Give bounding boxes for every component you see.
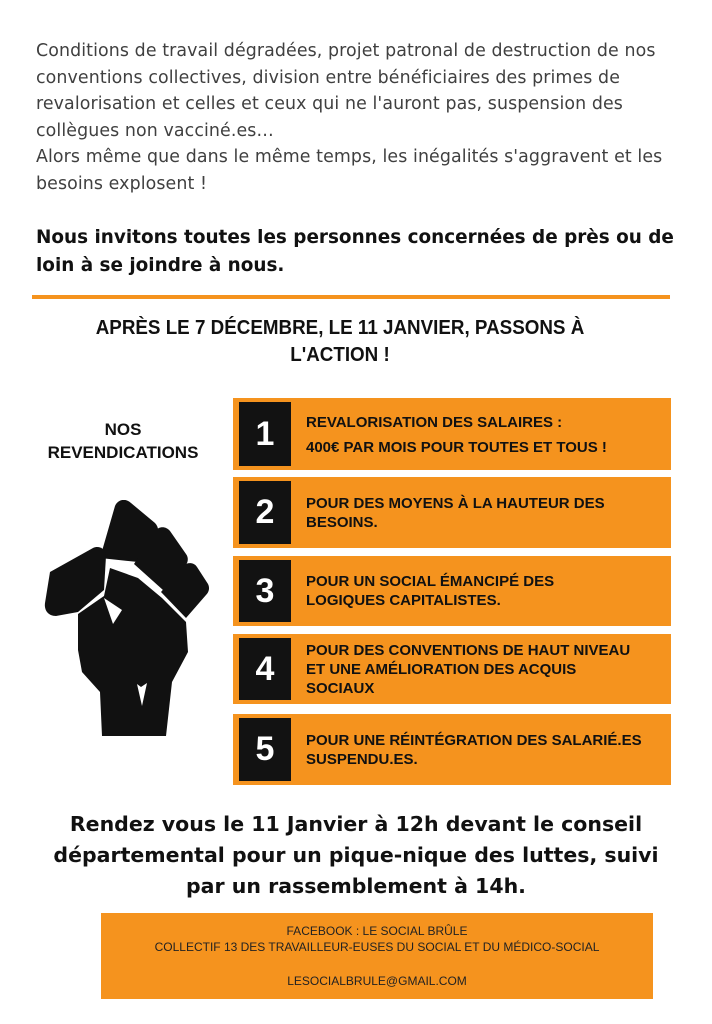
demand-1-line-1: REVALORISATION DES SALAIRES : xyxy=(306,414,563,431)
demand-number-5: 5 xyxy=(239,718,291,781)
demand-number-1: 1 xyxy=(239,402,291,466)
raised-fist-icon xyxy=(38,500,210,736)
orange-divider xyxy=(32,295,670,299)
demand-2-line-2: BESOINS. xyxy=(306,513,378,531)
email-text: LESOCIALBRULE@GMAIL.COM xyxy=(287,974,467,988)
demand-4-line-2: ET UNE AMÉLIORATION DES ACQUIS xyxy=(306,660,577,678)
collective-text: COLLECTIF 13 DES TRAVAILLEUR-EUSES DU SOCIAL ET DU MÉDICO-SOCIAL xyxy=(154,940,600,954)
demand-1-line-2: 400€ PAR MOIS POUR TOUTES ET TOUS ! xyxy=(306,439,607,456)
demands-heading xyxy=(28,418,218,464)
rendezvous-line-3: par un rassemblement à 14h. xyxy=(186,874,526,898)
rendezvous-line-1: Rendez vous le 11 Janvier à 12h devant le conseil xyxy=(69,812,643,836)
demand-3-line-2: LOGIQUES CAPITALISTES. xyxy=(306,592,501,609)
demand-4-line-1: POUR DES CONVENTIONS DE HAUT NIVEAU xyxy=(306,641,631,659)
demand-5-line-2: SUSPENDU.ES. xyxy=(306,750,418,768)
demands-heading-line-2: REVENDICATIONS xyxy=(47,443,199,462)
facebook-text: FACEBOOK : LE SOCIAL BRÛLE xyxy=(286,924,468,938)
intro-paragraph-2: Alors même que dans le même temps, les inégalités s'aggravent et les besoins explosent ! xyxy=(36,147,663,194)
demand-text-2 xyxy=(306,477,661,548)
demand-item-5 xyxy=(233,714,671,785)
demand-5-line-1: POUR UNE RÉINTÉGRATION DES SALARIÉ.ES xyxy=(306,731,642,749)
rendezvous-line-2: départemental pour un pique-nique des luttes, suivi xyxy=(53,843,659,867)
invitation-text: Nous invitons toutes les personnes concernées de près ou de loin à se joindre à nous. xyxy=(36,227,674,276)
rendezvous-text xyxy=(40,809,672,902)
demand-3-line-1: POUR UN SOCIAL ÉMANCIPÉ DES xyxy=(306,573,555,590)
demand-number-4: 4 xyxy=(239,638,291,700)
demand-number-3: 3 xyxy=(239,560,291,622)
demand-text-1 xyxy=(306,398,661,470)
demand-4-line-3: SOCIAUX xyxy=(306,679,375,697)
intro-paragraph-1: Conditions de travail dégradées, projet patronal de destruction de nos conventions collectives, division entre bénéficiaires des primes de revalorisation et celles et ceux qui ne l'auront pas, suspension des collègues non vacciné.es… xyxy=(36,41,656,141)
contact-footer xyxy=(101,913,653,999)
intro-text xyxy=(36,38,676,197)
demand-number-2: 2 xyxy=(239,481,291,544)
demand-item-2 xyxy=(233,477,671,548)
demand-text-4 xyxy=(306,634,661,704)
demand-item-4 xyxy=(233,634,671,704)
demands-heading-line-1: NOS xyxy=(104,420,142,439)
demand-item-3 xyxy=(233,556,671,626)
demand-2-line-1: POUR DES MOYENS À LA HAUTEUR DES xyxy=(306,494,605,512)
demand-item-1 xyxy=(233,398,671,470)
demand-text-5 xyxy=(306,714,661,785)
headline: APRÈS LE 7 DÉCEMBRE, LE 11 JANVIER, PASSONS À L'ACTION ! xyxy=(95,317,585,366)
demand-text-3 xyxy=(306,556,661,626)
